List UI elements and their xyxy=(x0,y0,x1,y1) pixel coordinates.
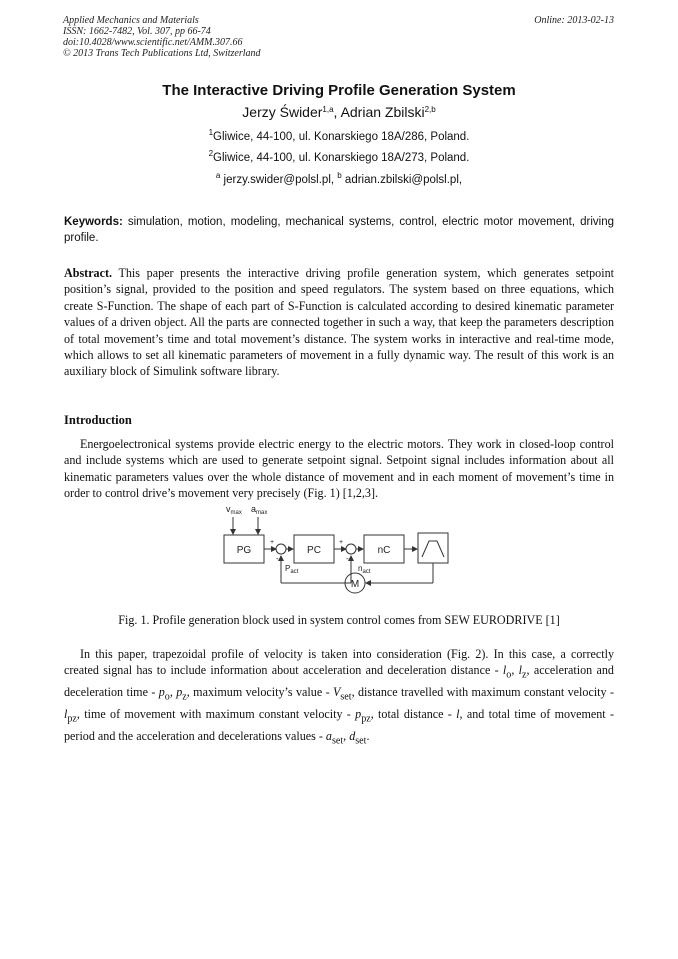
author-line xyxy=(0,104,678,120)
keywords-label: Keywords: xyxy=(64,216,123,228)
trapezoid-profile-block xyxy=(418,533,448,563)
vmax-label: $v_{max}$ xyxy=(226,504,242,516)
motor-label: M xyxy=(350,579,360,590)
affiliation-1-sup: 1 xyxy=(208,128,214,137)
issn-line: ISSN: 1662-7482, Vol. 307, pp 66-74 xyxy=(63,26,211,37)
online-date: Online: 2013-02-13 xyxy=(534,15,614,26)
pc-label: PC xyxy=(307,545,321,556)
author-1-sup: 1,a xyxy=(322,105,334,114)
author-separator: , xyxy=(333,104,341,120)
author-2: Adrian Zbilski xyxy=(340,104,425,120)
nc-label: nC xyxy=(377,545,391,556)
affiliation-1 xyxy=(0,128,678,143)
author-2-sup: 2,b xyxy=(424,105,436,114)
paper-title: The Interactive Driving Profile Generation System xyxy=(162,82,516,99)
summing-junction-2 xyxy=(346,544,356,554)
affiliation-2-sup: 2 xyxy=(208,149,214,158)
abstract-label: Abstract. xyxy=(64,266,113,280)
section-heading-introduction: Introduction xyxy=(64,413,132,427)
paragraph-trapezoidal-profile: In this paper, trapezoidal profile of velocity is taken into consideration (Fig. 2). In this case, a correctly created signal has to include information about acceleration and deceleration distance - $l_o$, $l_z$, acceleration and deceleration time - $p_o$, $p_z$, maximum velocity’s value - $V_{set}$, distance travelled with maximum constant velocity - $l_{pz}$, time of movement with maximum constant velocity - $p_{pz}$, total distance - l, and total time of movement - period and the acceleration and decelerations values - $a_{set}$, $d_{set}$. xyxy=(64,647,614,747)
affiliation-2-text: Gliwice, 44-100, ul. Konarskiego 18A/273, Poland. xyxy=(213,152,470,164)
pact-label: $P_{act}$ xyxy=(285,564,299,575)
sum2-minus: - xyxy=(346,554,349,563)
journal-header xyxy=(63,15,261,59)
affiliation-1-text: Gliwice, 44-100, ul. Konarskiego 18A/286, Poland. xyxy=(213,131,470,143)
email-b: adrian.zbilski@polsl.pl, xyxy=(341,174,463,186)
figure-1-caption: Fig. 1. Profile generation block used in system control comes from SEW EURODRIVE [1] xyxy=(118,613,560,627)
abstract-text: This paper presents the interactive driving profile generation system, which generates setpoint position’s signal, provided to the position and speed regulators. The system based on three equations, which create S-Function. The shape of each part of S-Function is calculated according to desired kinematic parameter values of a driven object. All the parts are connected together in such a way, that keep the parameters description of total movement’s time and total movement’s distance. The system works in interactive and real-time mode, which allows to set all kinematic parameters of movement in a fully dynamic way. The result of this work is an auxiliary block of Simulink software library. xyxy=(64,266,614,379)
keywords-text: simulation, motion, modeling, mechanical systems, control, electric motor movement, driving profile. xyxy=(64,216,614,244)
abstract xyxy=(64,265,614,380)
email-a-sup: a xyxy=(215,171,221,180)
summing-junction-1 xyxy=(276,544,286,554)
intro-paragraph-1 xyxy=(64,436,614,502)
amax-label: $a_{max}$ xyxy=(251,504,268,516)
nact-label: $n_{act}$ xyxy=(358,564,371,575)
sum1-plus: + xyxy=(270,539,275,546)
profile-generation-diagram xyxy=(218,501,454,597)
affiliation-2 xyxy=(0,149,678,164)
email-b-sup: b xyxy=(337,171,342,180)
author-1: Jerzy Świder xyxy=(242,104,323,120)
journal-name: Applied Mechanics and Materials xyxy=(63,15,199,26)
copyright-line: © 2013 Trans Tech Publications Ltd, Switzerland xyxy=(63,48,261,59)
doi-line: doi:10.4028/www.scientific.net/AMM.307.66 xyxy=(63,37,243,48)
sum2-plus: + xyxy=(339,539,344,546)
emails xyxy=(0,171,678,186)
pg-label: PG xyxy=(236,545,252,556)
intro-paragraph-1-text: Energoelectronical systems provide electric energy to the electric motors. They work in closed-loop control and include systems which are used to generate setpoint signal. Setpoint signal includes information about all kinematic parameters values over the whole distance of movement and in each moment of movement’s time in order to control drive’s movement very precisely (Fig. 1) [1,2,3]. xyxy=(64,437,614,501)
email-a: jerzy.swider@polsl.pl, xyxy=(220,174,338,186)
keywords xyxy=(64,214,614,246)
sum1-minus: - xyxy=(276,554,279,563)
